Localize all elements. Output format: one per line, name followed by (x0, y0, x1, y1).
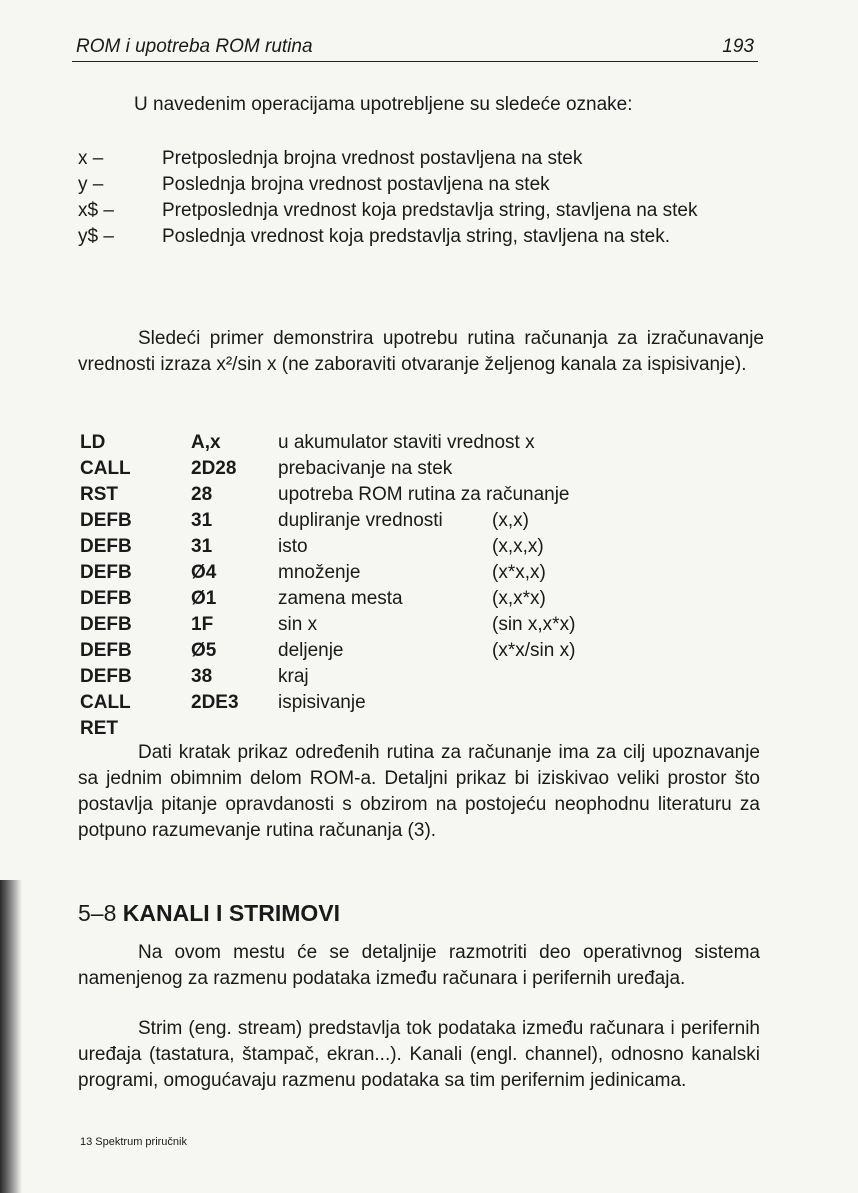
summary-paragraph: Dati kratak prikaz određenih rutina za računanje ima za cilj upoznavanje sa jednim obimnim delom ROM-a. Detaljni prikaz bi iziskivao veliki prostor što postavlja pitanje opravdanosti s obzirom na postojeću neophodnu literaturu za potpuno razumevanje rutina računanja (3). (78, 742, 760, 841)
legend-description: Pretposlednja vrednost koja predstavlja string, stavljena na stek (162, 200, 698, 221)
opcode: DEFB (80, 510, 132, 531)
page-footer: 13 Spektrum priručnik (80, 1136, 187, 1148)
stack-state: (x,x) (492, 510, 529, 531)
stack-state: (sin x,x*x) (492, 614, 576, 635)
code-line (80, 690, 760, 716)
operand: A,x (191, 432, 221, 453)
example-paragraph: Sledeći primer demonstrira upotrebu rutina računanja za izračunavanje vrednosti izraza x²/sin x (ne zaboraviti otvaranje željenog kanala za ispisivanje). (78, 328, 764, 375)
opcode: LD (80, 432, 106, 453)
code-line (80, 560, 760, 586)
page-spine-shadow (0, 880, 22, 1193)
code-comment: kraj (278, 666, 309, 687)
code-line (80, 534, 760, 560)
code-comment: množenje (278, 562, 361, 583)
operand: 1F (191, 614, 214, 635)
code-comment: isto (278, 536, 308, 557)
code-line (80, 638, 760, 664)
body-paragraph: Na ovom mestu će se detaljnije razmotriti deo operativnog sistema namenjenog za razmenu podataka između računara i perifernih uređaja. (78, 942, 760, 989)
legend-description: Poslednja brojna vrednost postavljena na stek (162, 174, 550, 195)
code-line (80, 664, 760, 690)
code-line (80, 508, 760, 534)
intro-text: U navedenim operacijama upotrebljene su sledeće oznake: (134, 94, 633, 115)
code-comment: upotreba ROM rutina za računanje (278, 484, 570, 505)
operand: 31 (191, 536, 213, 557)
header-title: ROM i upotreba ROM rutina (76, 36, 313, 57)
opcode: CALL (80, 458, 131, 479)
opcode: DEFB (80, 562, 132, 583)
opcode: CALL (80, 692, 131, 713)
assembly-listing (80, 430, 760, 742)
code-line (80, 586, 760, 612)
code-comment: ispisivanje (278, 692, 366, 713)
legend-key: x$ – (78, 200, 114, 221)
code-comment: dupliranje vrednosti (278, 510, 443, 531)
legend-key: y$ – (78, 226, 114, 247)
opcode: RST (80, 484, 118, 505)
code-line (80, 482, 760, 508)
operand: 38 (191, 666, 213, 687)
operand: Ø4 (191, 562, 217, 583)
notation-legend (78, 146, 764, 250)
opcode: DEFB (80, 588, 132, 609)
opcode: DEFB (80, 536, 132, 557)
legend-key: y – (78, 174, 104, 195)
code-line (80, 716, 760, 742)
legend-row (78, 224, 764, 250)
section-title: KANALI I STRIMOVI (122, 900, 340, 926)
operand: 28 (191, 484, 213, 505)
running-header (72, 34, 758, 62)
code-comment: zamena mesta (278, 588, 403, 609)
code-line (80, 456, 760, 482)
legend-row (78, 146, 764, 172)
legend-row (78, 198, 764, 224)
header-rule (72, 61, 758, 62)
body-paragraph: Strim (eng. stream) predstavlja tok podataka između računara i perifernih uređaja (tastatura, štampač, ekran...). Kanali (engl. channel), odnosno kanalski programi, omogućavaju razmenu podataka sa tim perifernim jedinicama. (78, 1018, 760, 1091)
code-comment: deljenje (278, 640, 344, 661)
opcode: DEFB (80, 666, 132, 687)
legend-description: Pretposlednja brojna vrednost postavljena na stek (162, 148, 583, 169)
code-line (80, 430, 760, 456)
operand: 2D28 (191, 458, 237, 479)
stack-state: (x,x*x) (492, 588, 546, 609)
operand: Ø1 (191, 588, 217, 609)
section-heading (78, 898, 340, 928)
code-line (80, 612, 760, 638)
code-comment: u akumulator staviti vrednost x (278, 432, 535, 453)
legend-key: x – (78, 148, 104, 169)
stack-state: (x,x,x) (492, 536, 544, 557)
stack-state: (x*x,x) (492, 562, 546, 583)
legend-description: Poslednja vrednost koja predstavlja string, stavljena na stek. (162, 226, 670, 247)
legend-row (78, 172, 764, 198)
stack-state: (x*x/sin x) (492, 640, 576, 661)
opcode: RET (80, 718, 118, 739)
page-number: 193 (722, 36, 754, 57)
operand: Ø5 (191, 640, 217, 661)
code-comment: sin x (278, 614, 318, 635)
operand: 31 (191, 510, 213, 531)
code-comment: prebacivanje na stek (278, 458, 453, 479)
opcode: DEFB (80, 614, 132, 635)
opcode: DEFB (80, 640, 132, 661)
section-number: 5–8 (78, 900, 117, 926)
operand: 2DE3 (191, 692, 239, 713)
